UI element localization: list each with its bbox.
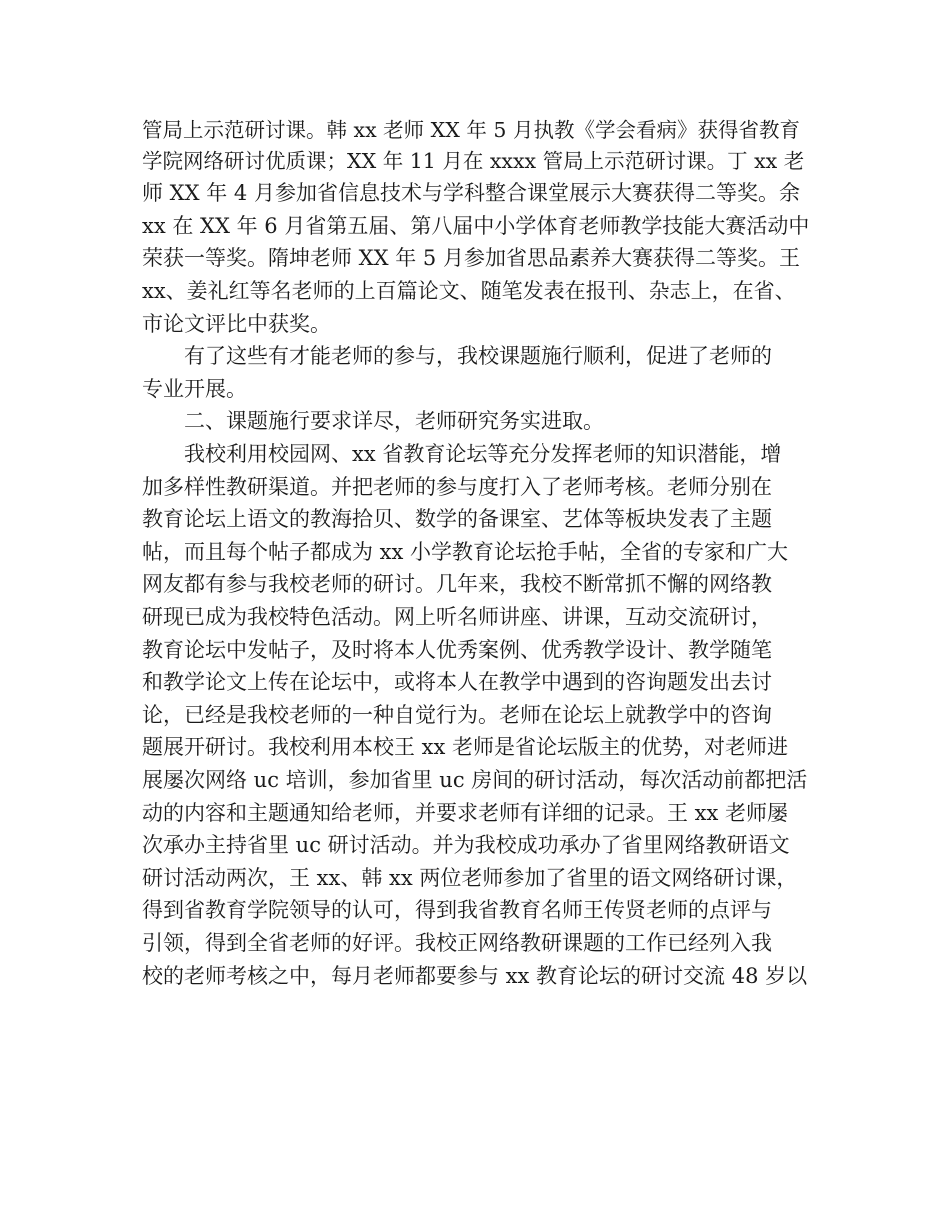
text-line: 市论文评比中获奖。 — [142, 312, 331, 336]
text-line: xx、姜礼红等名老师的上百篇论文、随笔发表在报刊、杂志上，在省、 — [142, 279, 796, 303]
text-line: 荣获一等奖。隋坤老师 XX 年 5 月参加省思品素养大赛获得二等奖。王 — [142, 246, 800, 270]
text-line: 研现已成为我校特色活动。网上听名师讲座、讲课，互动交流研讨， — [142, 605, 772, 629]
text-line: 和教学论文上传在论坛中，或将本人在教学中遇到的咨询题发出去讨 — [142, 670, 772, 694]
text-line: 师 XX 年 4 月参加省信息技术与学科整合课堂展示大赛获得二等奖。余 — [142, 181, 800, 205]
text-line: 教育论坛上语文的教海拾贝、数学的备课室、艺体等板块发表了主题 — [142, 507, 772, 531]
paragraph-start-line: 有了这些有才能老师的参与，我校课题施行顺利，促进了老师的 — [184, 344, 772, 368]
paragraph-start-line: 我校利用校园网、xx 省教育论坛等充分发挥老师的知识潜能，增 — [184, 442, 782, 466]
text-line: 动的内容和主题通知给老师，并要求老师有详细的记录。王 xx 老师屡 — [142, 801, 789, 825]
text-line: 次承办主持省里 uc 研讨活动。并为我校成功承办了省里网络教研语文 — [142, 833, 790, 857]
text-line: 展屡次网络 uc 培训，参加省里 uc 房间的研讨活动，每次活动前都把活 — [142, 768, 808, 792]
text-line: 得到省教育学院领导的认可，得到我省教育名师王传贤老师的点评与 — [142, 898, 772, 922]
section-heading: 二、课题施行要求详尽，老师研究务实进取。 — [184, 409, 604, 433]
text-line: 加多样性教研渠道。并把老师的参与度打入了老师考核。老师分别在 — [142, 475, 772, 499]
text-line: xx 在 XX 年 6 月省第五届、第八届中小学体育老师教学技能大赛活动中 — [142, 214, 810, 238]
text-line: 管局上示范研讨课。韩 xx 老师 XX 年 5 月执教《学会看病》获得省教育 — [142, 118, 800, 142]
text-line: 专业开展。 — [142, 377, 247, 401]
text-line: 研讨活动两次，王 xx、韩 xx 两位老师参加了省里的语文网络研讨课， — [142, 866, 798, 890]
text-line: 引领，得到全省老师的好评。我校正网络教研课题的工作已经列入我 — [142, 931, 772, 955]
text-line: 网友都有参与我校老师的研讨。几年来，我校不断常抓不懈的网络教 — [142, 572, 772, 596]
text-line: 校的老师考核之中，每月老师都要参与 xx 教育论坛的研讨交流 48 岁以 — [142, 964, 808, 988]
text-line: 论，已经是我校老师的一种自觉行为。老师在论坛上就教学中的咨询 — [142, 703, 772, 727]
text-line: 帖，而且每个帖子都成为 xx 小学教育论坛抢手帖，全省的专家和广大 — [142, 540, 789, 564]
text-line: 学院网络研讨优质课；XX 年 11 月在 xxxx 管局上示范研讨课。丁 xx 老 — [142, 149, 805, 173]
text-line: 教育论坛中发帖子，及时将本人优秀案例、优秀教学设计、教学随笔 — [142, 638, 772, 662]
text-line: 题展开研讨。我校利用本校王 xx 老师是省论坛版主的优势，对老师进 — [142, 735, 789, 759]
